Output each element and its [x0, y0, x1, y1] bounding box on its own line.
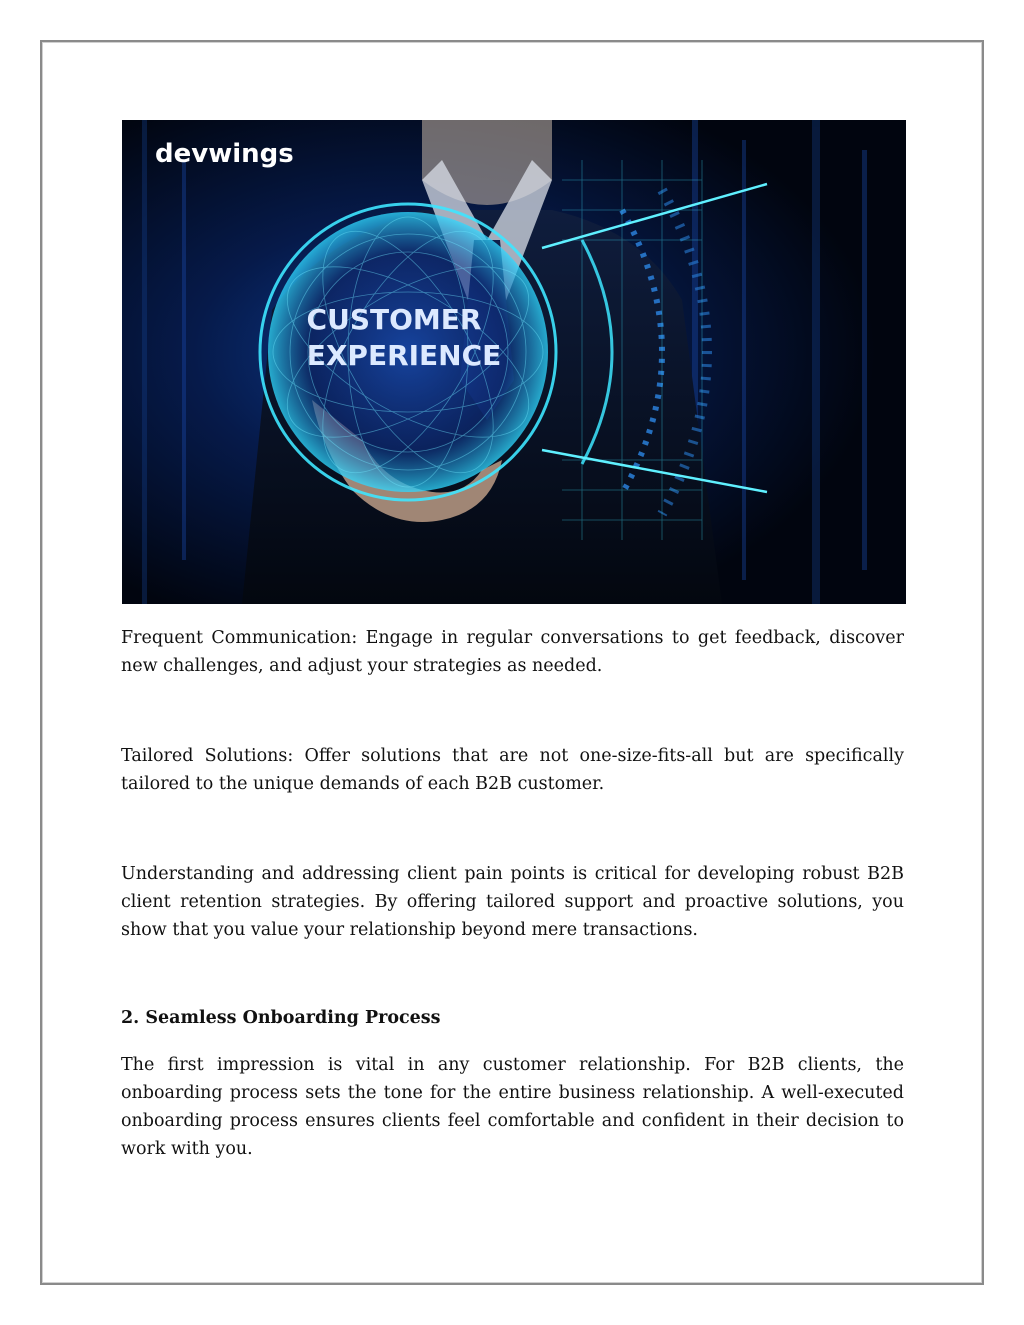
hero-image [122, 120, 906, 604]
hero-title-line1: CUSTOMER [306, 303, 482, 336]
hero-title-line2: EXPERIENCE [306, 339, 502, 372]
paragraph-onboarding: The first impression is vital in any customer relationship. For B2B clients, the onboarding process sets the tone for the entire business relationship. A well-executed onboarding process ensures clients feel comfortable and confident in their decision to work with you. [121, 1055, 904, 1159]
section-heading: 2. Seamless Onboarding Process [121, 1008, 441, 1028]
paragraph-frequent-communication: Frequent Communication: Engage in regular conversations to get feedback, discover new challenges, and adjust your strategies as needed. [121, 628, 904, 676]
brand-logo: devwings [155, 139, 294, 169]
customer-experience-illustration [122, 120, 906, 604]
paragraph-tailored-solutions: Tailored Solutions: Offer solutions that are not one-size-fits-all but are specifically tailored to the unique demands of each B2B customer. [121, 746, 904, 794]
paragraph-pain-points: Understanding and addressing client pain points is critical for developing robust B2B client retention strategies. By offering tailored support and proactive solutions, you show that you value your relationship beyond mere transactions. [121, 864, 904, 940]
